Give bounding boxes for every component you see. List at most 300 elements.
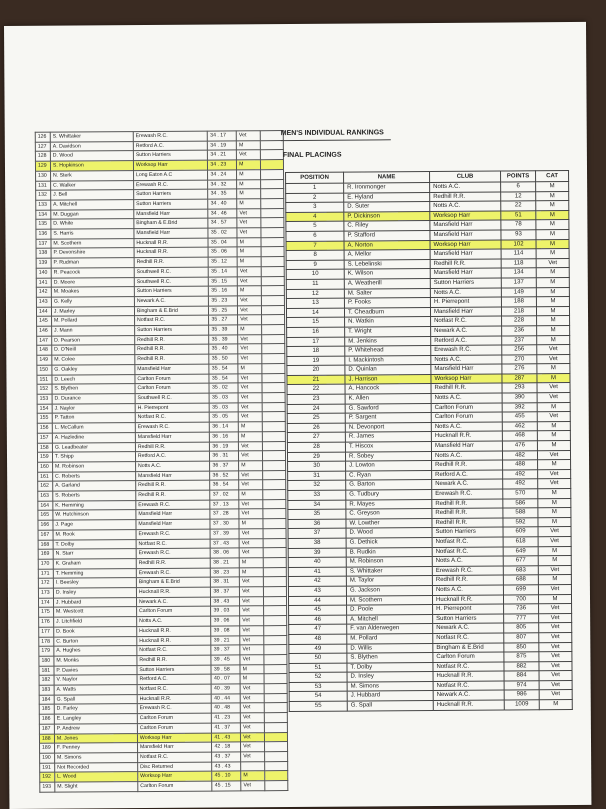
finisher-cat: M <box>239 461 262 471</box>
ranking-club: Redhill R.R. <box>430 259 501 269</box>
ranking-name: M. Scothern <box>346 595 432 605</box>
ranking-position: 54 <box>289 692 347 702</box>
finisher-place: 168 <box>38 540 53 550</box>
ranking-points: 1009 <box>504 700 539 710</box>
ranking-club: Newark A.C. <box>431 326 502 336</box>
finisher-extra <box>263 625 287 635</box>
ranking-name: C. Ryan <box>346 470 432 480</box>
finisher-extra <box>264 703 288 713</box>
finisher-place: 176 <box>39 617 54 627</box>
ranking-cat: M <box>538 575 571 585</box>
finisher-extra <box>261 276 285 286</box>
finisher-cat: Vet <box>237 208 260 218</box>
finisher-name: E. Langley <box>54 714 137 724</box>
finisher-club: Notts A.C. <box>137 616 212 626</box>
finisher-time: 39 . 03 <box>211 606 240 616</box>
ranking-position: 46 <box>289 615 347 625</box>
finisher-place: 181 <box>39 666 54 676</box>
finisher-extra <box>263 567 287 577</box>
finisher-cat: M <box>236 140 259 150</box>
finisher-cat: Vet <box>241 781 264 791</box>
finisher-cat: Vet <box>240 703 263 713</box>
finisher-time: 34 . 23 <box>208 160 237 170</box>
ranking-points: 688 <box>503 575 538 585</box>
finisher-club: Bingham & E.Brid <box>136 577 211 587</box>
ranking-points: 492 <box>503 470 538 480</box>
ranking-name: G. Sawford <box>345 403 431 413</box>
ranking-points: 736 <box>504 604 539 614</box>
finisher-club: Hucknall R.R. <box>134 248 209 258</box>
ranking-points: 492 <box>503 479 538 489</box>
ranking-club: Carlton Forum <box>433 652 504 662</box>
ranking-name: W. Lowther <box>346 518 432 528</box>
ranking-name: I. Mackintosh <box>345 355 431 365</box>
finisher-club: Erewash R.C. <box>136 548 211 558</box>
ranking-cat: M <box>536 210 569 220</box>
finisher-cat: Vet <box>240 693 263 703</box>
finisher-cat: Vet <box>237 150 260 160</box>
ranking-club: H. Pierrepont <box>433 604 504 614</box>
finisher-time: 36 . 16 <box>210 432 239 442</box>
ranking-cat: Vet <box>538 537 571 547</box>
ranking-cat: M <box>538 489 571 499</box>
finisher-time: 34 . 19 <box>208 141 237 151</box>
ranking-position: 51 <box>289 663 347 673</box>
finishers-table <box>35 130 289 793</box>
ranking-name: J. Lowton <box>346 461 432 471</box>
finisher-club: Retford A.C. <box>133 141 208 151</box>
ranking-position: 28 <box>287 442 345 452</box>
finisher-club: Sutton Harriers <box>135 325 210 335</box>
ranking-cat: Vet <box>537 383 570 393</box>
finisher-extra <box>263 596 287 606</box>
finisher-name: R. Peacock <box>51 267 134 277</box>
ranking-position: 3 <box>286 202 344 212</box>
ranking-name: D. Poole <box>347 605 433 615</box>
ranking-club: Notts A.C. <box>430 182 501 192</box>
finisher-time: 34 . 24 <box>208 170 237 180</box>
finisher-cat: Vet <box>239 529 262 539</box>
ranking-position: 20 <box>287 365 345 375</box>
finisher-name: C. Walker <box>50 180 133 190</box>
finisher-name: T. Shipp <box>52 452 135 462</box>
ranking-position: 18 <box>287 346 345 356</box>
finisher-place: 140 <box>36 268 51 278</box>
finisher-club: Redhill R.R. <box>135 442 210 452</box>
ranking-points: 884 <box>504 671 539 681</box>
ranking-points: 677 <box>503 556 538 566</box>
finishers-table-body <box>35 131 288 793</box>
finisher-club: Carlton Forum <box>138 781 213 791</box>
ranking-points: 293 <box>502 383 537 393</box>
finisher-place: 174 <box>38 598 53 608</box>
finisher-place: 135 <box>36 220 51 230</box>
ranking-club: Notfast R.C. <box>433 633 504 643</box>
finisher-club: Erewash R.C. <box>135 422 210 432</box>
finisher-name: K. Graham <box>53 559 136 569</box>
ranking-points: 462 <box>502 422 537 432</box>
ranking-points: 488 <box>503 460 538 470</box>
finisher-place: 171 <box>38 569 53 579</box>
finisher-name: M. Scothern <box>51 238 134 248</box>
rankings-table <box>285 170 573 712</box>
ranking-name: G. Tudbury <box>346 490 432 500</box>
ranking-name: T. Hiscox <box>345 442 431 452</box>
title-underline <box>281 139 391 141</box>
ranking-position: 8 <box>286 250 344 260</box>
finisher-extra <box>260 169 284 179</box>
ranking-position: 33 <box>288 490 346 500</box>
finisher-time: 39 . 45 <box>211 655 240 665</box>
finisher-cat: Vet <box>237 267 260 277</box>
finisher-name: V. Naylor <box>54 675 137 685</box>
finisher-club: Sutton Harriers <box>134 189 209 199</box>
finisher-name: D. Wood <box>50 151 133 161</box>
ranking-name: D. Suter <box>344 202 430 212</box>
finisher-time: 35 . 03 <box>209 393 238 403</box>
finisher-club: Erewash R.C. <box>133 180 208 190</box>
ranking-position: 23 <box>287 394 345 404</box>
finisher-extra <box>262 490 286 500</box>
finisher-place: 149 <box>37 355 52 365</box>
ranking-name: M. Robinson <box>346 557 432 567</box>
finisher-place: 143 <box>36 297 51 307</box>
finisher-cat: M <box>237 170 260 180</box>
finisher-place: 145 <box>37 317 52 327</box>
finisher-place: 138 <box>36 249 51 259</box>
ranking-position: 55 <box>289 701 347 711</box>
finisher-cat: M <box>238 432 261 442</box>
finisher-cat: Vet <box>239 470 262 480</box>
ranking-name: K. Wilson <box>344 269 430 279</box>
finisher-time: 36 . 31 <box>210 451 239 461</box>
finisher-place: 154 <box>37 404 52 414</box>
ranking-points: 618 <box>503 537 538 547</box>
finisher-name: D. Leech <box>52 374 135 384</box>
finisher-time: 35 . 12 <box>209 257 238 267</box>
finisher-extra <box>263 538 287 548</box>
finisher-club: Hucknall R.R. <box>134 238 209 248</box>
finisher-club: Carlton Forum <box>135 383 210 393</box>
finisher-place: 162 <box>38 481 53 491</box>
finisher-extra <box>260 228 284 238</box>
finisher-time: 37 . 28 <box>210 509 239 519</box>
finisher-cat: Vet <box>240 587 263 597</box>
finisher-club: Carlton Forum <box>137 713 212 723</box>
finisher-place: 134 <box>36 210 51 220</box>
finisher-extra <box>260 140 284 150</box>
finisher-club: Erewash R.C. <box>137 704 212 714</box>
finisher-time: 36 . 37 <box>210 461 239 471</box>
finisher-name: J. Litchfield <box>54 617 137 627</box>
finisher-time: 35 . 03 <box>210 403 239 413</box>
ranking-position: 7 <box>286 241 344 251</box>
ranking-cat: M <box>537 364 570 374</box>
finisher-time: 40 . 48 <box>212 703 241 713</box>
finisher-time: 35 . 04 <box>208 238 237 248</box>
finisher-club: Retford A.C. <box>135 451 210 461</box>
ranking-position: 13 <box>286 298 344 308</box>
finisher-extra <box>261 344 285 354</box>
finisher-time: 41 . 37 <box>212 723 241 733</box>
ranking-cat: Vet <box>536 258 569 268</box>
finisher-club: Erewash R.C. <box>136 529 211 539</box>
finisher-time: 41 . 43 <box>212 732 241 742</box>
ranking-club: Carlton Forum <box>431 403 502 413</box>
ranking-club: Worksop Harr <box>431 374 502 384</box>
finisher-place: 164 <box>38 501 53 511</box>
ranking-points: 78 <box>501 220 536 230</box>
ranking-position: 30 <box>288 461 346 471</box>
finisher-extra <box>261 257 285 267</box>
ranking-points: 592 <box>503 518 538 528</box>
finisher-time: 35 . 15 <box>209 276 238 286</box>
ranking-position: 42 <box>288 576 346 586</box>
finisher-extra <box>261 266 285 276</box>
finisher-club: Carlton Forum <box>135 374 210 384</box>
finisher-time: 43 . 43 <box>212 762 241 772</box>
finisher-cat: Vet <box>237 218 260 228</box>
rankings-table-body <box>286 182 573 712</box>
ranking-cat: M <box>537 316 570 326</box>
ranking-name: M. Jenkins <box>345 336 431 346</box>
finisher-time: 35 . 02 <box>209 383 238 393</box>
finisher-name: M. Pollard <box>51 316 134 326</box>
finisher-time: 35 . 40 <box>209 344 238 354</box>
finisher-club: Redhill R.R. <box>135 345 210 355</box>
ranking-cat: Vet <box>539 652 572 662</box>
finisher-place: 187 <box>39 724 54 734</box>
ranking-name: M. Pollard <box>347 633 433 643</box>
ranking-points: 51 <box>501 211 536 221</box>
ranking-points: 850 <box>504 642 539 652</box>
ranking-name: R. Mayes <box>346 499 432 509</box>
finisher-place: 142 <box>36 287 51 297</box>
finisher-place: 189 <box>40 743 55 753</box>
ranking-club: Mansfield Harr <box>430 230 501 240</box>
finisher-extra <box>262 451 286 461</box>
finisher-time: 35 . 54 <box>209 364 238 374</box>
ranking-cat: M <box>536 201 569 211</box>
ranking-position: 39 <box>288 548 346 558</box>
finisher-time: 36 . 54 <box>210 480 239 490</box>
finisher-name: D. Moore <box>51 277 134 287</box>
finisher-name: M. Simons <box>54 753 137 763</box>
finisher-place: 188 <box>39 734 54 744</box>
finisher-cat: Vet <box>238 296 261 306</box>
ranking-club: Worksop Harr <box>430 211 501 221</box>
finisher-cat: Vet <box>237 276 260 286</box>
finisher-place: 186 <box>39 714 54 724</box>
page-title: MEN'S INDIVIDUAL RANKINGS <box>280 129 384 138</box>
finisher-club: Carlton Forum <box>137 723 212 733</box>
ranking-points: 570 <box>503 489 538 499</box>
finisher-place: 136 <box>36 229 51 239</box>
finisher-cat: Vet <box>238 354 261 364</box>
finisher-time: 35 . 16 <box>209 286 238 296</box>
finisher-club: Sutton Harriers <box>134 286 209 296</box>
finisher-extra <box>263 548 287 558</box>
finisher-cat <box>241 761 264 771</box>
finisher-name: M. Jones <box>54 733 137 743</box>
ranking-name: E. Hyland <box>344 192 430 202</box>
finisher-name: P. Devonshire <box>51 248 134 258</box>
ranking-points: 12 <box>501 191 536 201</box>
finisher-name: A. Mitchell <box>51 200 134 210</box>
ranking-club: Notts A.C. <box>430 201 501 211</box>
finisher-cat: Vet <box>240 713 263 723</box>
ranking-cat: Vet <box>538 527 571 537</box>
finisher-extra <box>264 771 288 781</box>
finisher-extra <box>261 237 285 247</box>
finisher-extra <box>261 296 285 306</box>
ranking-position: 49 <box>289 644 347 654</box>
finisher-place: 179 <box>39 646 54 656</box>
ranking-cat: Vet <box>539 690 572 700</box>
ranking-club: Redhill R.R. <box>432 460 503 470</box>
ranking-name: C. Riley <box>344 221 430 231</box>
ranking-cat: M <box>536 297 569 307</box>
ranking-club: Mansfield Harr <box>430 307 501 317</box>
ranking-position: 24 <box>287 404 345 414</box>
finisher-cat: Vet <box>238 402 261 412</box>
finisher-name: P. Tatton <box>52 413 135 423</box>
finisher-time: 36 . 19 <box>210 441 239 451</box>
finisher-time: 37 . 39 <box>210 529 239 539</box>
finisher-cat: M <box>239 558 262 568</box>
finisher-time: 36 . 52 <box>210 470 239 480</box>
finisher-extra <box>262 441 286 451</box>
finisher-time: 45 . 15 <box>212 781 241 791</box>
finisher-club: Mansfield Harr <box>135 364 210 374</box>
finisher-cat: M <box>237 160 260 170</box>
ranking-name: A. Mitchell <box>347 614 433 624</box>
finisher-cat: M <box>237 247 260 257</box>
ranking-cat: M <box>536 277 569 287</box>
ranking-cat: M <box>538 508 571 518</box>
finisher-place: 161 <box>38 472 53 482</box>
finisher-club: Redhill R.R. <box>136 558 211 568</box>
finisher-club: Notfast R.C. <box>137 645 212 655</box>
ranking-name: G. Barton <box>346 480 432 490</box>
finisher-place: 185 <box>39 705 54 715</box>
ranking-name: P. Stafford <box>344 231 430 241</box>
ranking-club: Worksop Harr <box>430 240 501 250</box>
finisher-place: 148 <box>37 346 52 356</box>
ranking-position: 43 <box>288 586 346 596</box>
finisher-time: 34 . 40 <box>208 199 237 209</box>
ranking-points: 649 <box>503 546 538 556</box>
finisher-name: P. Rudman <box>51 258 134 268</box>
finisher-name: D. O'Neill <box>52 345 135 355</box>
ranking-points: 188 <box>501 297 536 307</box>
finisher-cat: Vet <box>240 616 263 626</box>
finisher-time: 39 . 08 <box>211 626 240 636</box>
finisher-cat: Vet <box>240 655 263 665</box>
finisher-cat: Vet <box>239 499 262 509</box>
ranking-cat: M <box>539 700 572 710</box>
finisher-extra <box>260 150 284 160</box>
finisher-name: D. Farley <box>54 704 137 714</box>
ranking-points: 256 <box>502 345 537 355</box>
finisher-time: 37 . 43 <box>210 538 239 548</box>
finisher-name: N. Starr <box>53 549 136 559</box>
finisher-place: 178 <box>39 637 54 647</box>
finisher-name: I. Beesley <box>53 578 136 588</box>
ranking-points: 586 <box>503 498 538 508</box>
ranking-club: Redhill R.R. <box>432 508 503 518</box>
finisher-extra <box>262 519 286 529</box>
finisher-place: 130 <box>36 171 51 181</box>
header-club: CLUB <box>430 171 501 182</box>
ranking-position: 1 <box>286 183 344 193</box>
ranking-cat: M <box>536 239 569 249</box>
finisher-extra <box>260 208 284 218</box>
finisher-club: Redhill R.R. <box>134 257 209 267</box>
ranking-cat: M <box>537 421 570 431</box>
ranking-position: 16 <box>287 327 345 337</box>
ranking-club: Redhill R.R. <box>432 499 503 509</box>
finisher-place: 137 <box>36 239 51 249</box>
finisher-club: Erewash R.C. <box>136 568 211 578</box>
finisher-name: M. Robinson <box>52 461 135 471</box>
finisher-time: 35 . 54 <box>209 373 238 383</box>
finisher-cat: Vet <box>241 723 264 733</box>
finisher-time: 34 . 46 <box>208 209 237 219</box>
ranking-position: 35 <box>288 509 346 519</box>
ranking-points: 276 <box>502 364 537 374</box>
finisher-club: Notfast R.C. <box>137 752 212 762</box>
ranking-cat: M <box>536 220 569 230</box>
ranking-club: Erewash R.C. <box>432 566 503 576</box>
finisher-cat: Vet <box>238 373 261 383</box>
finisher-extra <box>261 334 285 344</box>
ranking-cat: M <box>537 335 570 345</box>
ranking-points: 287 <box>502 374 537 384</box>
ranking-name: P. Dickinson <box>344 211 430 221</box>
finisher-name: F. Penney <box>54 743 137 753</box>
ranking-position: 45 <box>289 605 347 615</box>
ranking-club: Redhill R.R. <box>430 192 501 202</box>
finisher-place: 193 <box>40 782 55 792</box>
finisher-place: 155 <box>37 414 52 424</box>
finisher-club: Worksop Harr <box>138 771 213 781</box>
ranking-row <box>289 700 572 712</box>
ranking-position: 34 <box>288 500 346 510</box>
finisher-place: 173 <box>38 588 53 598</box>
finisher-place: 128 <box>35 152 50 162</box>
finisher-extra <box>264 722 288 732</box>
finisher-extra <box>263 635 287 645</box>
finisher-place: 184 <box>39 695 54 705</box>
ranking-club: Redhill R.R. <box>431 384 502 394</box>
finisher-cat: M <box>237 199 260 209</box>
ranking-position: 52 <box>289 672 347 682</box>
finisher-place: 160 <box>38 462 53 472</box>
ranking-name: P. Sargent <box>345 413 431 423</box>
ranking-points: 270 <box>502 354 537 364</box>
finisher-extra <box>262 470 286 480</box>
ranking-position: 37 <box>288 528 346 538</box>
finisher-club: Erewash R.C. <box>136 500 211 510</box>
ranking-points: 700 <box>503 594 538 604</box>
finisher-time: 38 . 21 <box>211 558 240 568</box>
ranking-points: 699 <box>503 585 538 595</box>
finisher-extra <box>264 781 288 791</box>
finisher-place: 166 <box>38 520 53 530</box>
finisher-name: J. Naylor <box>52 403 135 413</box>
finisher-extra <box>263 528 287 538</box>
